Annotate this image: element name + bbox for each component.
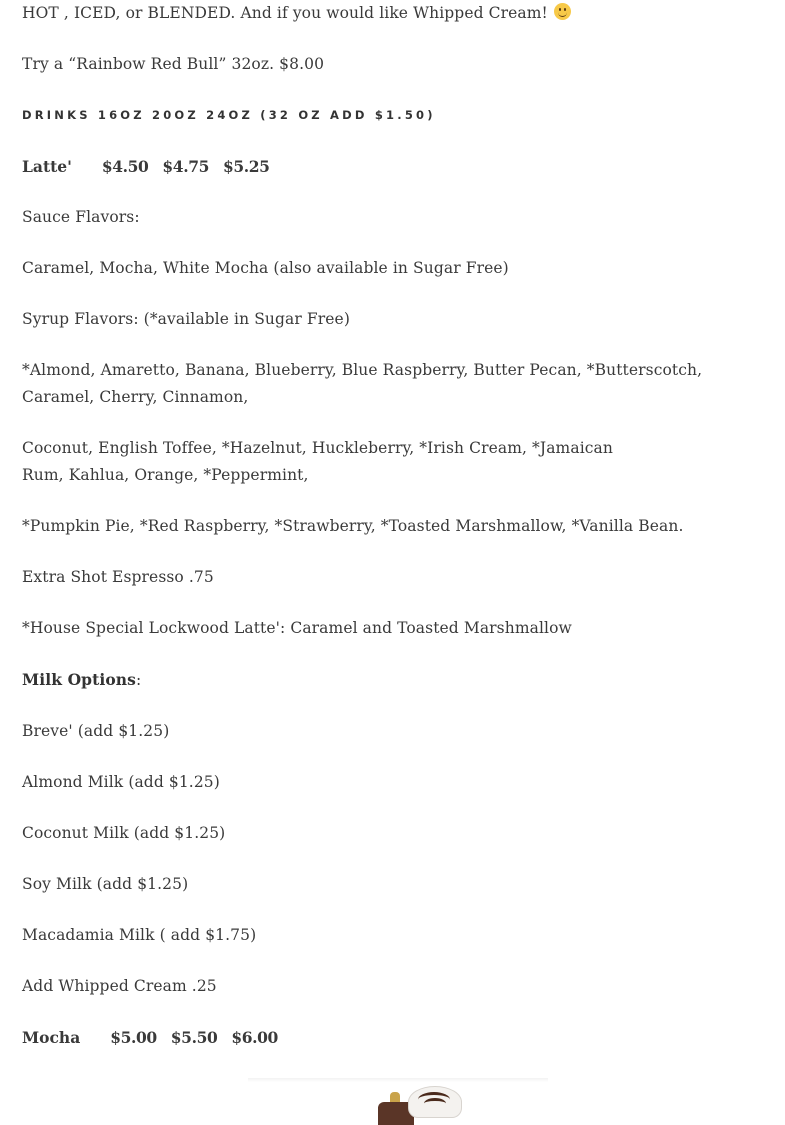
mocha-price-20oz: $5.50 <box>170 1028 218 1047</box>
latte-price-16oz: $4.50 <box>101 157 149 176</box>
latte-name: Latte' <box>22 157 72 176</box>
syrup-flavors-list-2a: Coconut, English Toffee, *Hazelnut, Huckleberry, *Irish Cream, *Jamaican <box>22 439 613 457</box>
latte-price-20oz: $4.75 <box>162 157 209 176</box>
milk-option-macadamia: Macadamia Milk ( add $1.75) <box>22 926 257 944</box>
whipped-cream-addon: Add Whipped Cream .25 <box>22 977 217 995</box>
milk-option-coconut: Coconut Milk (add $1.25) <box>22 824 226 842</box>
house-special-latte: *House Special Lockwood Latte': Caramel and Toasted Marshmallow <box>22 619 572 637</box>
mocha-price-line <box>22 1024 762 1051</box>
menu-content <box>22 0 762 1051</box>
drinks-size-header: DRINKS 16OZ 20OZ 24OZ (32 OZ ADD $1.50) <box>22 108 436 122</box>
milk-option-breve: Breve' (add $1.25) <box>22 722 170 740</box>
smiley-emoji-icon <box>554 3 571 20</box>
sauce-flavors-list: Caramel, Mocha, White Mocha (also available in Sugar Free) <box>22 259 509 277</box>
whipped-cream-cup-graphic <box>408 1084 464 1125</box>
syrup-flavors-list-1: *Almond, Amaretto, Banana, Blueberry, Blue Raspberry, Butter Pecan, *Butterscotch, Caramel, Cherry, Cinnamon, <box>22 361 703 406</box>
latte-price-line <box>22 153 762 180</box>
rainbow-red-bull-line: Try a “Rainbow Red Bull” 32oz. $8.00 <box>22 55 325 73</box>
intro-line-hot-iced-blended <box>22 0 762 27</box>
mocha-name: Mocha <box>22 1028 81 1047</box>
syrup-flavors-list-2b: Rum, Kahlua, Orange, *Peppermint, <box>22 466 309 484</box>
mocha-price-16oz: $5.00 <box>110 1028 157 1047</box>
milk-option-almond: Almond Milk (add $1.25) <box>22 773 220 791</box>
milk-options-label: Milk Options <box>22 670 136 689</box>
intro-text: HOT , ICED, or BLENDED. And if you would like Whipped Cream! <box>22 4 548 22</box>
mocha-price-24oz: $6.00 <box>231 1028 278 1047</box>
syrup-flavors-list-3: *Pumpkin Pie, *Red Raspberry, *Strawberry, *Toasted Marshmallow, *Vanilla Bean. <box>22 517 684 535</box>
latte-price-24oz: $5.25 <box>222 157 270 176</box>
milk-option-soy: Soy Milk (add $1.25) <box>22 875 189 893</box>
milk-options-colon: : <box>136 671 142 689</box>
syrup-flavors-heading: Syrup Flavors: (*available in Sugar Free) <box>22 310 350 328</box>
sauce-flavors-heading: Sauce Flavors: <box>22 208 140 226</box>
mocha-drink-photo <box>248 1078 548 1125</box>
extra-shot-espresso: Extra Shot Espresso .75 <box>22 568 214 586</box>
milk-options-heading <box>22 666 762 694</box>
